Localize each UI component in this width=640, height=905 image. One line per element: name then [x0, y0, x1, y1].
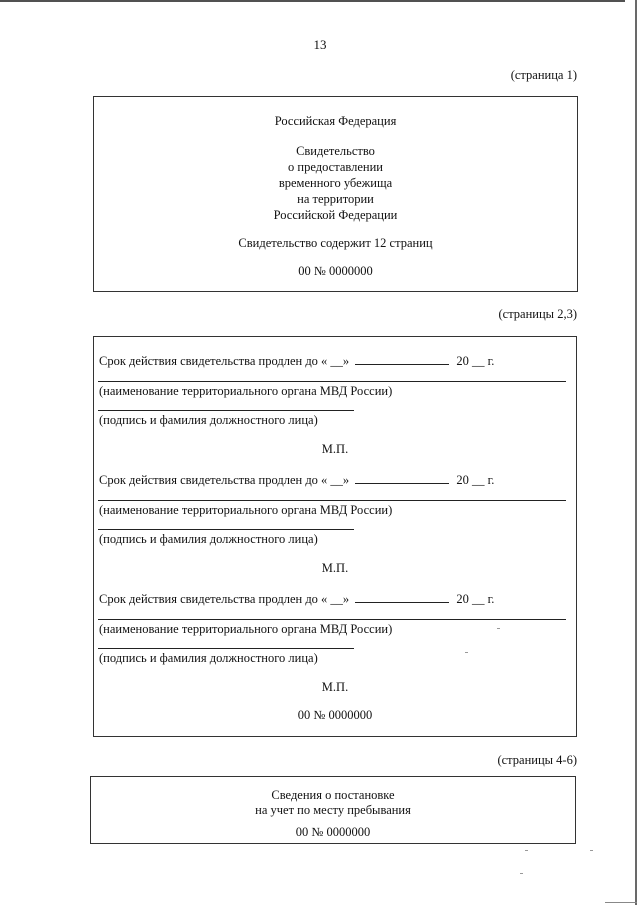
- extension-box: [93, 336, 577, 737]
- year-suffix: г.: [487, 354, 495, 368]
- signature-caption: (подпись и фамилия должностного лица): [99, 532, 318, 546]
- scan-speck: [525, 850, 528, 851]
- year-suffix: г.: [487, 592, 495, 606]
- month-blank: [355, 353, 449, 365]
- registration-box: [90, 776, 576, 844]
- extension-line-3: [99, 591, 494, 607]
- authority-caption: (наименование территориального органа МВД России): [99, 622, 393, 636]
- scan-bottom-edge: [605, 902, 637, 903]
- scan-right-edge: [635, 0, 637, 905]
- serial-number: 00 № 0000000: [298, 264, 373, 278]
- title-line-4: на территории: [297, 192, 374, 206]
- year-prefix: 20: [456, 592, 469, 606]
- day-blank: __: [330, 592, 343, 606]
- extension-quote: »: [342, 354, 350, 368]
- signature-rule: [98, 648, 354, 649]
- stamp-label: М.П.: [321, 442, 349, 456]
- serial-number: 00 № 0000000: [297, 708, 373, 722]
- title-line-2: о предоставлении: [288, 160, 383, 174]
- title-line-1: Свидетельство: [296, 144, 375, 158]
- year-suffix: г.: [487, 473, 495, 487]
- extension-quote: »: [342, 473, 350, 487]
- extension-line-1: [99, 353, 494, 369]
- scan-top-edge: [0, 0, 625, 2]
- title-line-3: временного убежища: [278, 176, 393, 190]
- scan-speck: [520, 873, 523, 874]
- extension-text: Срок действия свидетельства продлен до «: [99, 473, 328, 487]
- month-blank: [355, 472, 449, 484]
- scan-speck: [497, 628, 500, 629]
- authority-rule: [98, 381, 566, 382]
- country-name: Российская Федерация: [274, 114, 397, 128]
- section3-page-label: (страницы 4-6): [497, 753, 577, 767]
- signature-rule: [98, 529, 354, 530]
- section1-page-label: (страница 1): [510, 68, 577, 82]
- authority-rule: [98, 500, 566, 501]
- scan-speck: [590, 850, 593, 851]
- extension-line-2: [99, 472, 494, 488]
- authority-caption: (наименование территориального органа МВД России): [99, 503, 393, 517]
- extension-text: Срок действия свидетельства продлен до «: [99, 354, 328, 368]
- month-blank: [355, 591, 449, 603]
- signature-caption: (подпись и фамилия должностного лица): [99, 651, 318, 665]
- section2-page-label: (страницы 2,3): [498, 307, 577, 321]
- scan-speck: [465, 652, 468, 653]
- signature-caption: (подпись и фамилия должностного лица): [99, 413, 318, 427]
- year-blank: __: [471, 473, 485, 487]
- authority-rule: [98, 619, 566, 620]
- year-blank: __: [471, 354, 485, 368]
- registration-title-line-1: Сведения о постановке: [271, 788, 395, 802]
- extension-quote: »: [342, 592, 350, 606]
- authority-caption: (наименование территориального органа МВД России): [99, 384, 393, 398]
- pages-note: Свидетельство содержит 12 страниц: [238, 236, 433, 250]
- certificate-cover-box: [93, 96, 578, 292]
- year-prefix: 20: [456, 354, 469, 368]
- extension-text: Срок действия свидетельства продлен до «: [99, 592, 328, 606]
- serial-number: 00 № 0000000: [295, 825, 371, 839]
- registration-title-line-2: на учет по месту пребывания: [255, 803, 411, 817]
- signature-rule: [98, 410, 354, 411]
- page-number: 13: [313, 37, 327, 52]
- year-blank: __: [471, 592, 485, 606]
- stamp-label: М.П.: [321, 680, 349, 694]
- year-prefix: 20: [456, 473, 469, 487]
- day-blank: __: [330, 354, 343, 368]
- day-blank: __: [330, 473, 343, 487]
- title-line-5: Российской Федерации: [273, 208, 398, 222]
- stamp-label: М.П.: [321, 561, 349, 575]
